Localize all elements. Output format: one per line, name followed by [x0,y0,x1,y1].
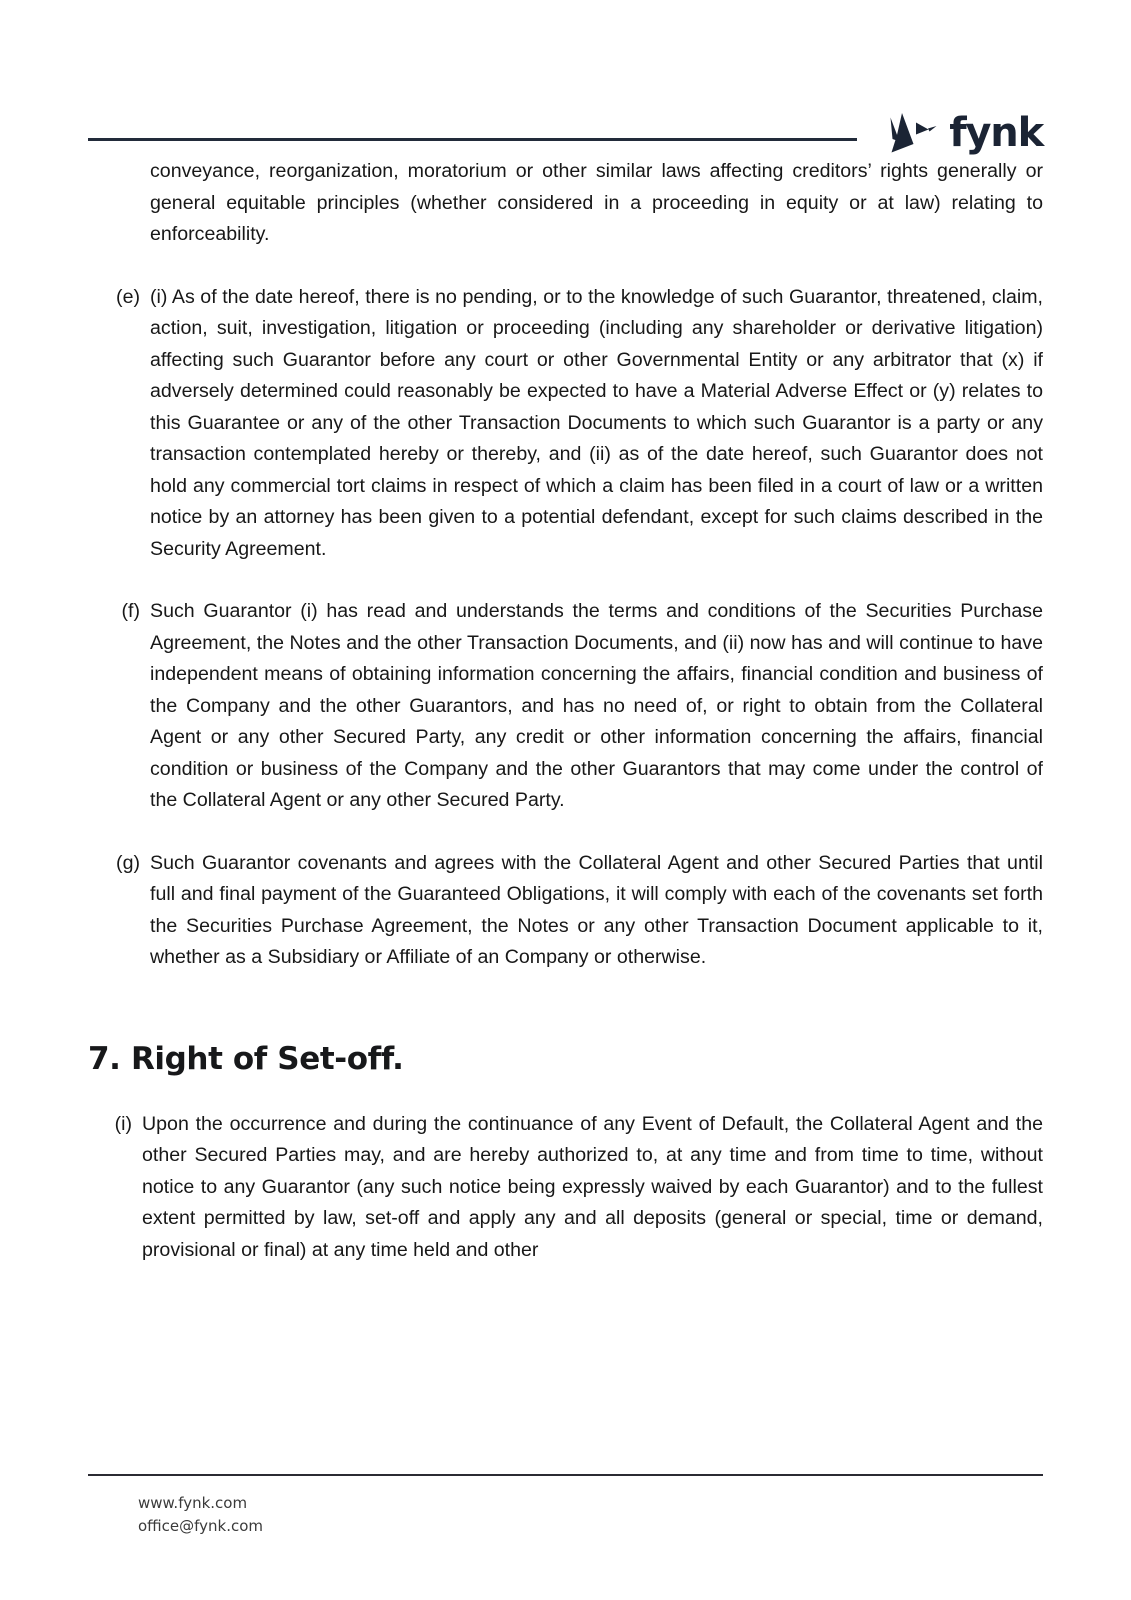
page-header [88,108,1043,154]
page-footer [88,1474,1043,1538]
paragraph-text: (i) As of the date hereof, there is no pending, or to the knowledge of such Guarantor, threatened, claim, action, suit, investigation, litigation or proceeding (including any shareholder or derivative litigation) affecting such Guarantor before any court or other Governmental Entity or any arbitrator that (x) if adversely determined could reasonably be expected to have a Material Adverse Effect or (y) relates to this Guarantee or any of the other Transaction Documents to which such Guarantor is a party or any transaction contemplated hereby or thereby, and (ii) as of the date hereof, such Guarantor does not hold any commercial tort claims in respect of which a claim has been filed in a court of law or a written notice by an attorney has been given to a potential defendant, except for such claims described in the Security Agreement. [150,285,1043,560]
paragraph-setoff-i [88,1109,1043,1267]
brand-name: fynk [949,110,1043,156]
header-divider-rule [88,138,857,141]
list-marker-f: (f) [121,600,140,622]
paragraph-text: Such Guarantor covenants and agrees with the Collateral Agent and other Secured Parties that until full and final payment of the Guaranteed Obligations, it will comply with each of the covenants set forth the Securities Purchase Agreement, the Notes or any other Transaction Document applicable to it, whether as a Subsidiary or Affiliate of an Company or otherwise. [150,851,1043,968]
document-body [88,156,1043,1266]
fynk-bird-logo-icon [883,111,939,155]
list-marker-g: (g) [116,851,140,874]
footer-divider-rule [88,1474,1043,1476]
list-marker-e: (e) [116,285,140,308]
paragraph-clause-f [88,596,1043,817]
footer-email[interactable]: office@fynk.com [138,1517,264,1535]
paragraph-clause-e [88,282,1043,566]
footer-contact [88,1492,1043,1538]
paragraph-continuation [88,156,1043,251]
paragraph-clause-g [88,848,1043,974]
section-heading-right-of-set-off: 7. Right of Set-off. [88,1040,404,1077]
brand-logo [883,111,1043,155]
paragraph-text: conveyance, reorganization, moratorium or other similar laws affecting creditors’ rights generally or general equitable principles (whether considered in a proceeding in equity or at law) relating to enforceability. [150,160,1043,245]
paragraph-text: Such Guarantor (i) has read and understands the terms and conditions of the Securities Purchase Agreement, the Notes and the other Transaction Documents, and (ii) now has and will continue to have independent means of obtaining information concerning the affairs, financial condition and business of the Company and the other Guarantors, and has no need of, or right to obtain from the Collateral Agent or any other Secured Party, any credit or other information concerning the affairs, financial condition or business of the Company and the other Guarantors that may come under the control of the Collateral Agent or any other Secured Party. [150,600,1043,811]
footer-website[interactable]: www.fynk.com [138,1494,248,1512]
list-marker-i: (i) [114,1112,132,1135]
paragraph-text: Upon the occurrence and during the continuance of any Event of Default, the Collateral Agent and the other Secured Parties may, and are hereby authorized to, at any time and from time to time, without notice to any Guarantor (any such notice being expressly waived by each Guarantor) and to the fullest extent permitted by law, set-off and apply any and all deposits (general or special, time or demand, provisional or final) at any time held and other [142,1112,1043,1261]
